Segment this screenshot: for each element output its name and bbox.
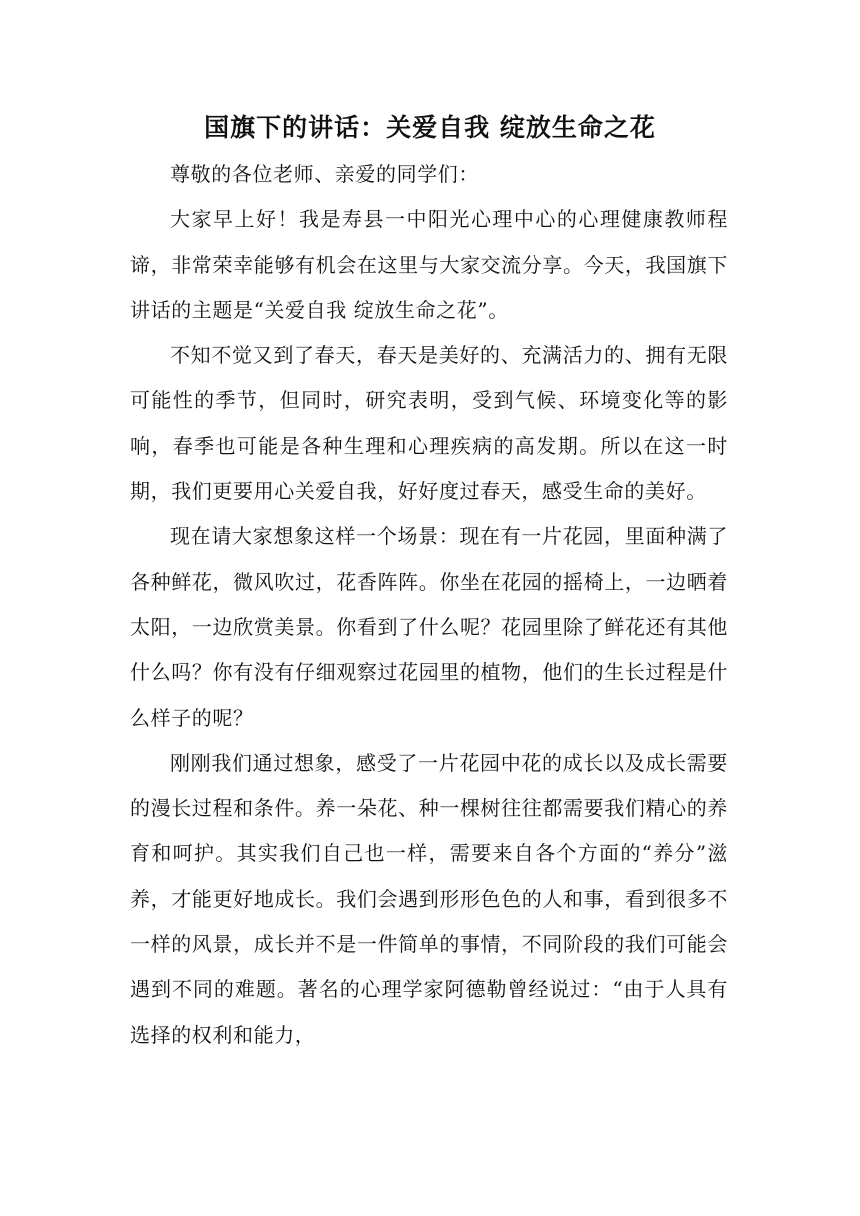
paragraph-1: 大家早上好！我是寿县一中阳光心理中心的心理健康教师程谛，非常荣幸能够有机会在这里与大家交流分享。今天，我国旗下讲话的主题是“关爱自我 绽放生命之花”。 [130, 207, 728, 322]
greeting-line: 尊敬的各位老师、亲爱的同学们： [170, 162, 479, 186]
page-title: 国旗下的讲话：关爱自我 绽放生命之花 [204, 113, 656, 142]
paragraph-2: 不知不觉又到了春天，春天是美好的、充满活力的、拥有无限可能性的季节，但同时，研究表明，受到气候、环境变化等的影响，春季也可能是各种生理和心理疾病的高发期。所以在这一时期，我们更要用心关爱自我，好好度过春天，感受生命的美好。 [130, 343, 728, 504]
paragraph-4: 刚刚我们通过想象，感受了一片花园中花的成长以及成长需要的漫长过程和条件。养一朵花、种一棵树往往都需要我们精心的养育和呵护。其实我们自己也一样，需要来自各个方面的“养分”滋养，才能更好地成长。我们会遇到形形色色的人和事，看到很多不一样的风景，成长并不是一件简单的事情，不同阶段的我们可能会遇到不同的难题。著名的心理学家阿德勒曾经说过：“由于人具有选择的权利和能力， [130, 750, 728, 1047]
paragraph-3: 现在请大家想象这样一个场景：现在有一片花园，里面种满了各种鲜花，微风吹过，花香阵阵。你坐在花园的摇椅上，一边晒着太阳，一边欣赏美景。你看到了什么呢？花园里除了鲜花还有其他什么吗？你有没有仔细观察过花园里的植物，他们的生长过程是什么样子的呢？ [130, 524, 728, 730]
document-body [130, 152, 728, 1058]
